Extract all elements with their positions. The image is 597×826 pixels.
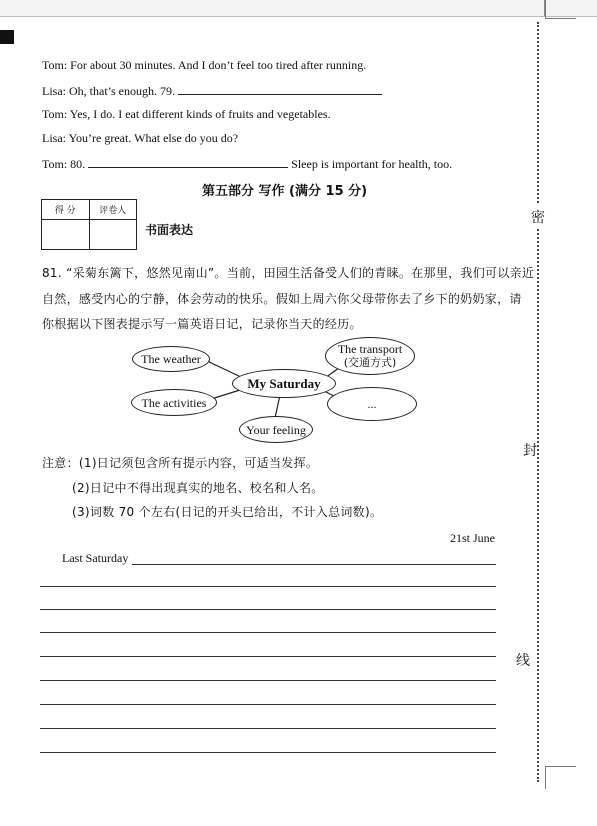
diary-opening: Last Saturday xyxy=(62,551,129,565)
corner-mark xyxy=(545,0,576,19)
writing-line[interactable] xyxy=(40,656,496,657)
writing-line[interactable] xyxy=(132,564,496,565)
corner-mark xyxy=(545,766,576,789)
prompt-line-3: 你根据以下图表提示写一篇英语日记，记录你当天的经历。 xyxy=(42,317,362,331)
grader-header: 评卷人 xyxy=(89,200,137,220)
dialogue-text-after: Sleep is important for health, too. xyxy=(291,157,453,171)
note-3: (3)词数 70 个左右(日记的开头已给出，不计入总词数)。 xyxy=(72,505,383,519)
diary-date: 21st June xyxy=(450,531,495,545)
speaker: Tom: xyxy=(42,58,68,72)
bubble-activities: The activities xyxy=(131,389,217,416)
bubble-feeling: Your feeling xyxy=(239,416,313,443)
transport-label: The transport xyxy=(337,342,403,356)
dialogue-text: Yes, I do. I eat different kinds of fruits and vegetables. xyxy=(69,107,331,121)
speaker: Lisa: xyxy=(42,131,66,145)
transport-cn-label: (交通方式) xyxy=(343,356,397,369)
margin-char-mi: 密 xyxy=(531,205,545,229)
dialogue-text: You’re great. What else do you do? xyxy=(68,131,239,145)
bubble-center: My Saturday xyxy=(232,369,336,398)
note-2: (2)日记中不得出现真实的地名、校名和人名。 xyxy=(72,481,324,495)
speaker: Lisa: xyxy=(42,84,66,98)
section-title: 第五部分 写作 (满分 15 分) xyxy=(202,184,368,199)
speaker: Tom: xyxy=(42,157,68,171)
bubble-weather: The weather xyxy=(132,346,210,372)
writing-line[interactable] xyxy=(40,586,496,587)
section-subtitle: 书面表达 xyxy=(145,223,194,237)
prompt-line-1: 81. “采菊东篱下，悠然见南山”。当前，田园生活备受人们的青睐。在那里，我们可以亲近 xyxy=(42,266,535,280)
score-header: 得 分 xyxy=(42,200,90,220)
speaker: Tom: xyxy=(42,107,68,121)
prompt-line-2: 自然，感受内心的宁静，体会劳动的快乐。假如上周六你父母带你去了乡下的奶奶家，请 xyxy=(42,292,522,306)
dialogue-text: Oh, that’s enough. 79. xyxy=(69,84,175,98)
writing-line[interactable] xyxy=(40,752,496,753)
margin-char-feng: 封 xyxy=(523,438,537,462)
margin-char-xian: 线 xyxy=(516,648,530,672)
bubble-more: ... xyxy=(327,387,417,421)
writing-line[interactable] xyxy=(40,704,496,705)
note-1: 注意：(1)日记须包含所有提示内容，可适当发挥。 xyxy=(42,456,319,470)
bubble-transport xyxy=(325,337,415,375)
writing-line[interactable] xyxy=(40,680,496,681)
writing-line[interactable] xyxy=(40,728,496,729)
writing-line[interactable] xyxy=(40,632,496,633)
writing-line[interactable] xyxy=(40,609,496,610)
dialogue-text: For about 30 minutes. And I don’t feel too tired after running. xyxy=(70,58,367,72)
dialogue-text: 80. xyxy=(70,157,86,171)
